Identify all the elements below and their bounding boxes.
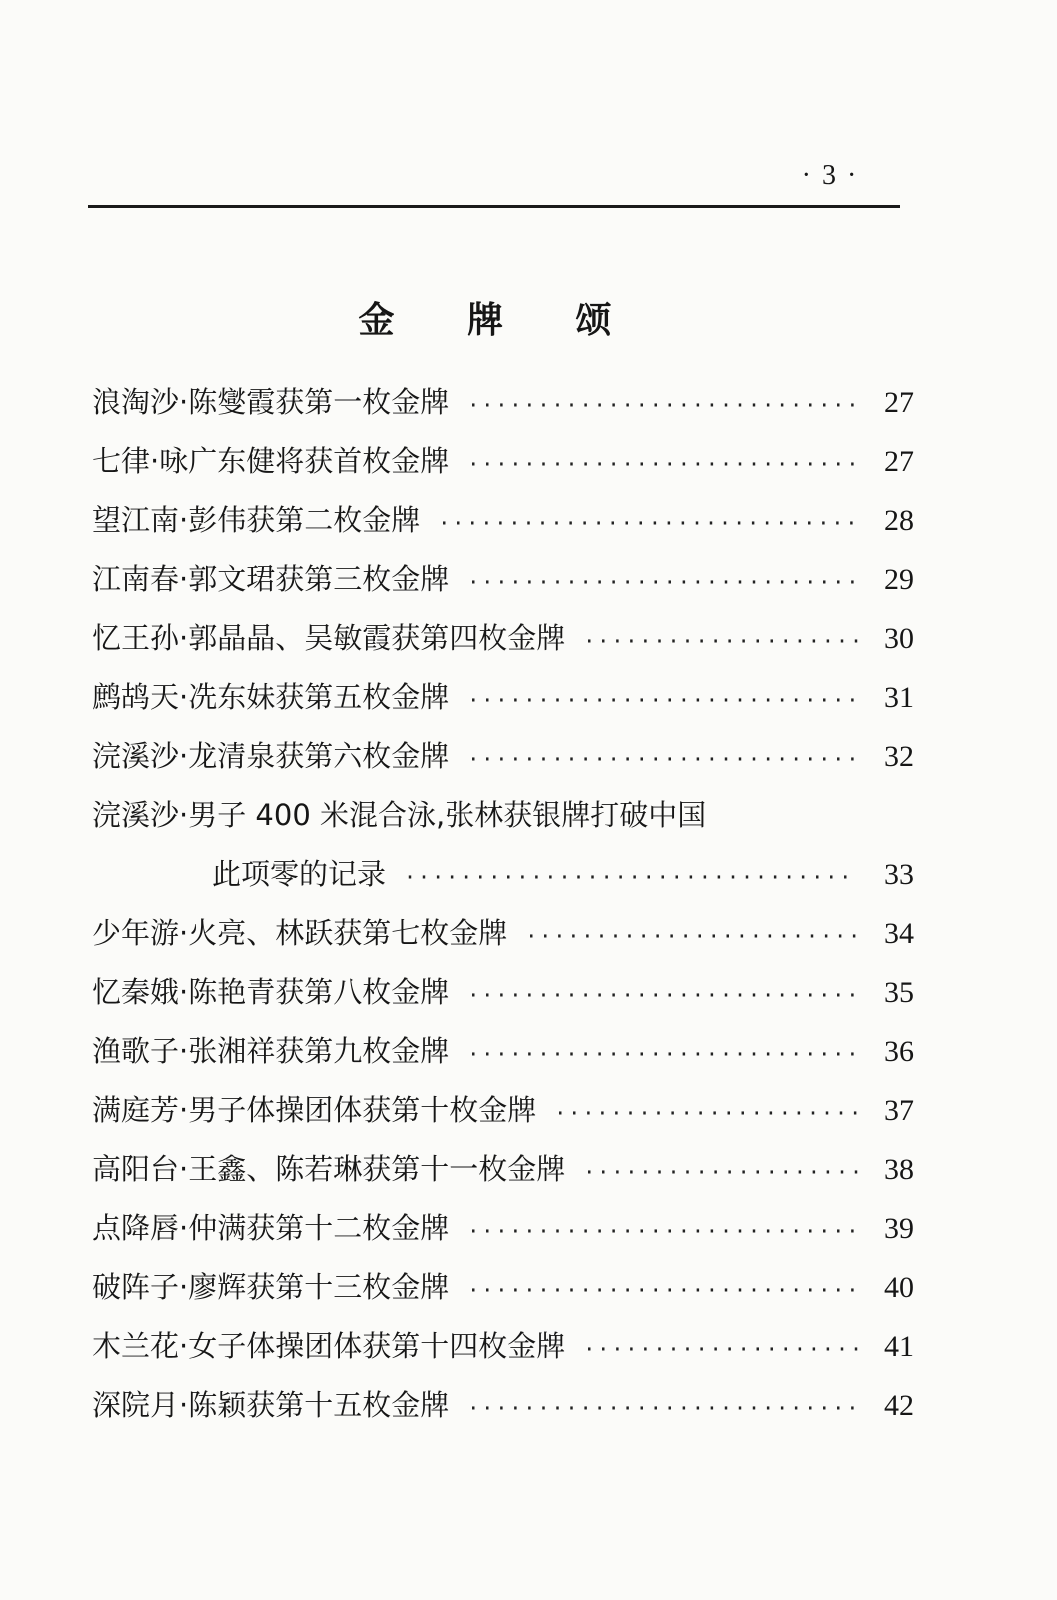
toc-entry-page: 41 — [884, 1330, 914, 1363]
toc-entry — [92, 439, 914, 498]
dot-leader — [467, 442, 858, 486]
toc-entry-title: 高阳台·王鑫、陈若琳获第十一枚金牌 — [92, 1152, 566, 1186]
section-title: 金 牌 颂 — [358, 300, 642, 341]
toc-entry — [92, 557, 914, 616]
toc-entry-page: 36 — [884, 1035, 914, 1068]
toc-entry-title: 深院月·陈颖获第十五枚金牌 — [92, 1388, 450, 1422]
dot-leader — [467, 737, 858, 781]
toc-entry-title: 浪淘沙·陈燮霞获第一枚金牌 — [92, 385, 450, 419]
dot-leader — [467, 560, 858, 604]
dot-leader — [583, 1327, 858, 1371]
toc-entry-page: 29 — [884, 563, 914, 596]
toc-entry-page: 28 — [884, 504, 914, 537]
dot-leader — [438, 501, 858, 545]
toc-entry — [92, 675, 914, 734]
toc-entry-page: 39 — [884, 1212, 914, 1245]
toc-entry-title: 少年游·火亮、林跃获第七枚金牌 — [92, 916, 508, 950]
toc-entry-title: 忆秦娥·陈艳青获第八枚金牌 — [92, 975, 450, 1009]
page-number: · 3 · — [801, 160, 859, 191]
toc-entry-title: 忆王孙·郭晶晶、吴敏霞获第四枚金牌 — [92, 621, 566, 655]
toc-entry-page: 33 — [884, 858, 914, 891]
toc-entry-page: 27 — [884, 445, 914, 478]
toc-entry — [92, 734, 914, 793]
dot-leader — [404, 855, 858, 899]
dot-leader — [467, 1268, 858, 1312]
toc-entry-title: 望江南·彭伟获第二枚金牌 — [92, 503, 421, 537]
toc-entry-title: 江南春·郭文珺获第三枚金牌 — [92, 562, 450, 596]
toc-entry — [92, 1147, 914, 1206]
toc-entry — [92, 1265, 914, 1324]
toc-entry — [92, 793, 914, 911]
dot-leader — [467, 973, 858, 1017]
toc-entry-title: 点降唇·仲满获第十二枚金牌 — [92, 1211, 450, 1245]
toc-entry-page: 42 — [884, 1389, 914, 1422]
toc-entry-page: 35 — [884, 976, 914, 1009]
toc-entry-page: 37 — [884, 1094, 914, 1127]
toc-entry — [92, 616, 914, 675]
dot-leader — [554, 1091, 858, 1135]
toc-entry-title: 鹧鸪天·冼东妹获第五枚金牌 — [92, 680, 450, 714]
toc-entry — [92, 1383, 914, 1442]
toc-entry-page: 40 — [884, 1271, 914, 1304]
table-of-contents — [92, 380, 914, 1442]
toc-entry-title: 浣溪沙·龙清泉获第六枚金牌 — [92, 739, 450, 773]
toc-entry-title: 满庭芳·男子体操团体获第十枚金牌 — [92, 1093, 537, 1127]
toc-entry-page: 32 — [884, 740, 914, 773]
toc-entry-title: 浣溪沙·男子 400 米混合泳,张林获银牌打破中国 — [92, 798, 707, 832]
toc-entry — [92, 1324, 914, 1383]
toc-entry — [92, 1206, 914, 1265]
header-rule — [88, 205, 900, 208]
toc-entry — [92, 1088, 914, 1147]
dot-leader — [467, 1032, 858, 1076]
dot-leader — [583, 1150, 858, 1194]
toc-entry-page: 27 — [884, 386, 914, 419]
toc-entry-title-continued: 此项零的记录 — [212, 857, 387, 891]
toc-entry-title: 渔歌子·张湘祥获第九枚金牌 — [92, 1034, 450, 1068]
dot-leader — [467, 383, 858, 427]
toc-entry-page: 34 — [884, 917, 914, 950]
toc-entry-page: 30 — [884, 622, 914, 655]
toc-entry — [92, 911, 914, 970]
toc-entry-page: 31 — [884, 681, 914, 714]
dot-leader — [467, 1209, 858, 1253]
toc-entry — [92, 970, 914, 1029]
dot-leader — [525, 914, 858, 958]
dot-leader — [467, 678, 858, 722]
toc-entry — [92, 498, 914, 557]
toc-entry — [92, 380, 914, 439]
toc-entry-title: 七律·咏广东健将获首枚金牌 — [92, 444, 450, 478]
toc-entry-page: 38 — [884, 1153, 914, 1186]
dot-leader — [467, 1386, 858, 1430]
toc-entry-title: 破阵子·廖辉获第十三枚金牌 — [92, 1270, 450, 1304]
toc-entry — [92, 1029, 914, 1088]
dot-leader — [583, 619, 858, 663]
toc-entry-title: 木兰花·女子体操团体获第十四枚金牌 — [92, 1329, 566, 1363]
